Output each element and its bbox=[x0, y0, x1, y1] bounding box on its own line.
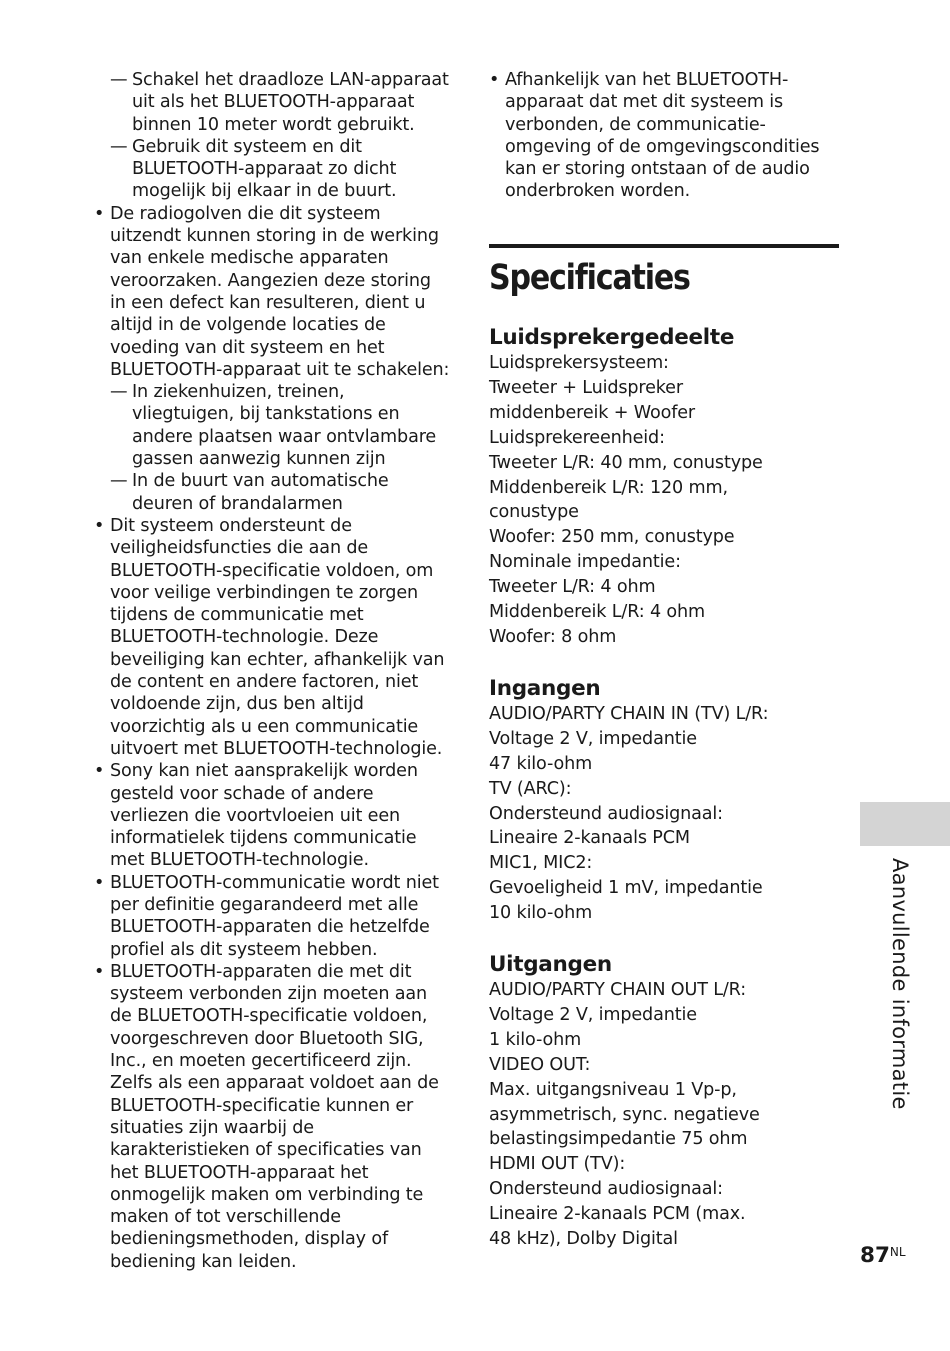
bullet-marker: • bbox=[94, 761, 105, 782]
spec-value: Tweeter L/R: 40 mm, conustype bbox=[489, 452, 763, 473]
page-number bbox=[860, 1243, 906, 1268]
spec-value: conustype bbox=[489, 502, 579, 523]
bullet-marker: • bbox=[489, 70, 500, 90]
bullet-marker: • bbox=[94, 872, 105, 893]
dash-item bbox=[110, 381, 450, 470]
bullet-text: BLUETOOTH-apparaten die met dit systeem verbonden zijn moeten aan de BLUETOOTH-specificatie voldoen, voorgeschreven door Bluetooth SIG, Inc., en moeten gecertificeerd zijn. Zelfs als een apparaat voldoet aan de BLUETOOTH-specificatie kunnen er situaties zijn waarbij de karakteristieken of specificaties van het BLUETOOTH-apparaat het onmogelijk maken om verbinding te maken of tot verschillende bedieningsmethoden, display of bediening kan leiden. bbox=[110, 961, 439, 1272]
spec-label: MIC1, MIC2: bbox=[489, 853, 593, 874]
left-column bbox=[94, 69, 450, 1273]
dash-marker: — bbox=[110, 471, 128, 492]
spec-label: HDMI OUT (TV): bbox=[489, 1154, 626, 1175]
spec-value: Voltage 2 V, impedantie bbox=[489, 1004, 697, 1025]
bullet-text: Dit systeem ondersteunt de veiligheidsfuncties die aan de BLUETOOTH-specificatie voldoen, om voor veilige verbindingen te zorgen tijdens de communicatie met BLUETOOTH-technologie. Deze beveiliging kan echter, afhankelijk van de content en andere factoren, niet voldoende zijn, dus ben altijd voorzichtig als u een communicatie uitvoert met BLUETOOTH-technologie. bbox=[110, 515, 445, 759]
spec-value: Middenbereik L/R: 120 mm, bbox=[489, 477, 728, 498]
spec-value: Woofer: 8 ohm bbox=[489, 626, 617, 647]
subsection-title: Luidsprekergedeelte bbox=[489, 325, 735, 350]
spec-value: Middenbereik L/R: 4 ohm bbox=[489, 602, 706, 623]
bullet-item bbox=[94, 760, 450, 871]
spec-label: Nominale impedantie: bbox=[489, 552, 681, 573]
spec-value: Woofer: 250 mm, conustype bbox=[489, 527, 735, 548]
dash-text: In ziekenhuizen, treinen, vliegtuigen, bij tankstations en andere plaatsen waar ontvlambare gassen aanwezig kunnen zijn bbox=[132, 382, 437, 470]
bullet-item bbox=[94, 203, 450, 381]
specifications-section bbox=[489, 244, 839, 1252]
dash-text: Gebruik dit systeem en dit BLUETOOTH-apparaat zo dicht mogelijk bij elkaar in de buurt. bbox=[132, 136, 397, 202]
spec-value: asymmetrisch, sync. negatieve bbox=[489, 1104, 760, 1125]
bullet-text: Afhankelijk van het BLUETOOTH-apparaat dat met dit systeem is verbonden, de communicatie-omgeving of de omgevingscondities kan er storing ontstaan of de audio onderbroken worden. bbox=[505, 70, 820, 202]
bullet-text: Sony kan niet aansprakelijk worden gesteld voor schade of andere verliezen die voortvloeien uit een informatielek tijdens communicatie met BLUETOOTH-technologie. bbox=[110, 761, 418, 871]
spec-label: VIDEO OUT: bbox=[489, 1054, 591, 1075]
spec-value: Ondersteund audiosignaal: bbox=[489, 803, 723, 824]
dash-item bbox=[110, 69, 450, 136]
dash-item bbox=[110, 136, 450, 203]
spec-value: Tweeter + Luidspreker bbox=[489, 377, 683, 398]
bullet-text: BLUETOOTH-communicatie wordt niet per definitie gegarandeerd met alle BLUETOOTH-apparaten die hetzelfde profiel als dit systeem hebben. bbox=[110, 872, 439, 960]
dash-marker: — bbox=[110, 382, 128, 403]
subsection-title: Uitgangen bbox=[489, 952, 612, 978]
page-number-value: 87 bbox=[860, 1243, 890, 1268]
spec-label: Luidsprekereenheid: bbox=[489, 427, 665, 448]
bullet-item bbox=[489, 69, 824, 203]
bullet-text: De radiogolven die dit systeem uitzendt kunnen storing in de werking van enkele medische apparaten veroorzaken. Aangezien deze storing in een defect kan resulteren, dient u altijd in de volgende locaties de voeding van dit systeem en het BLUETOOTH-apparaat uit te schakelen: bbox=[110, 203, 450, 380]
spec-value: Ondersteund audiosignaal: bbox=[489, 1179, 723, 1200]
spec-value: belastingsimpedantie 75 ohm bbox=[489, 1129, 748, 1150]
spec-label: AUDIO/PARTY CHAIN IN (TV) L/R: bbox=[489, 703, 769, 724]
dash-marker: — bbox=[110, 136, 128, 157]
spec-value: Voltage 2 V, impedantie bbox=[489, 728, 697, 749]
dash-item bbox=[110, 470, 450, 515]
side-tab-marker bbox=[860, 802, 950, 846]
spec-label: TV (ARC): bbox=[489, 778, 572, 799]
bullet-marker: • bbox=[94, 961, 105, 982]
spec-value: Lineaire 2-kanaals PCM bbox=[489, 828, 690, 849]
spec-label: AUDIO/PARTY CHAIN OUT L/R: bbox=[489, 980, 746, 1001]
spec-value: Lineaire 2-kanaals PCM (max. bbox=[489, 1204, 746, 1225]
section-title: Specificaties bbox=[489, 258, 690, 298]
dash-text: In de buurt van automatische deuren of brandalarmen bbox=[132, 471, 389, 514]
right-column-top bbox=[489, 69, 824, 203]
subsection-title: Ingangen bbox=[489, 675, 601, 701]
spec-body bbox=[489, 325, 839, 1252]
spec-label: Luidsprekersysteem: bbox=[489, 353, 669, 373]
spec-value: Gevoeligheid 1 mV, impedantie bbox=[489, 878, 763, 899]
spec-value: Tweeter L/R: 4 ohm bbox=[489, 577, 656, 598]
spec-value: 48 kHz), Dolby Digital bbox=[489, 1229, 678, 1250]
spec-value: 1 kilo-ohm bbox=[489, 1029, 582, 1050]
spec-value: 10 kilo-ohm bbox=[489, 903, 593, 924]
section-rule bbox=[489, 244, 839, 248]
bullet-item bbox=[94, 515, 450, 760]
bullet-marker: • bbox=[94, 203, 105, 224]
dash-marker: — bbox=[110, 70, 128, 90]
bullet-item bbox=[94, 961, 450, 1273]
spec-value: Max. uitgangsniveau 1 Vp-p, bbox=[489, 1079, 737, 1100]
page-number-suffix: NL bbox=[889, 1245, 906, 1259]
spec-value: middenbereik + Woofer bbox=[489, 402, 695, 423]
dash-text: Schakel het draadloze LAN-apparaat uit als het BLUETOOTH-apparaat binnen 10 meter wordt gebruikt. bbox=[132, 70, 449, 135]
bullet-marker: • bbox=[94, 515, 105, 536]
side-label: Aanvullende informatie bbox=[888, 858, 912, 1110]
spec-value: 47 kilo-ohm bbox=[489, 753, 593, 774]
bullet-item bbox=[94, 872, 450, 961]
